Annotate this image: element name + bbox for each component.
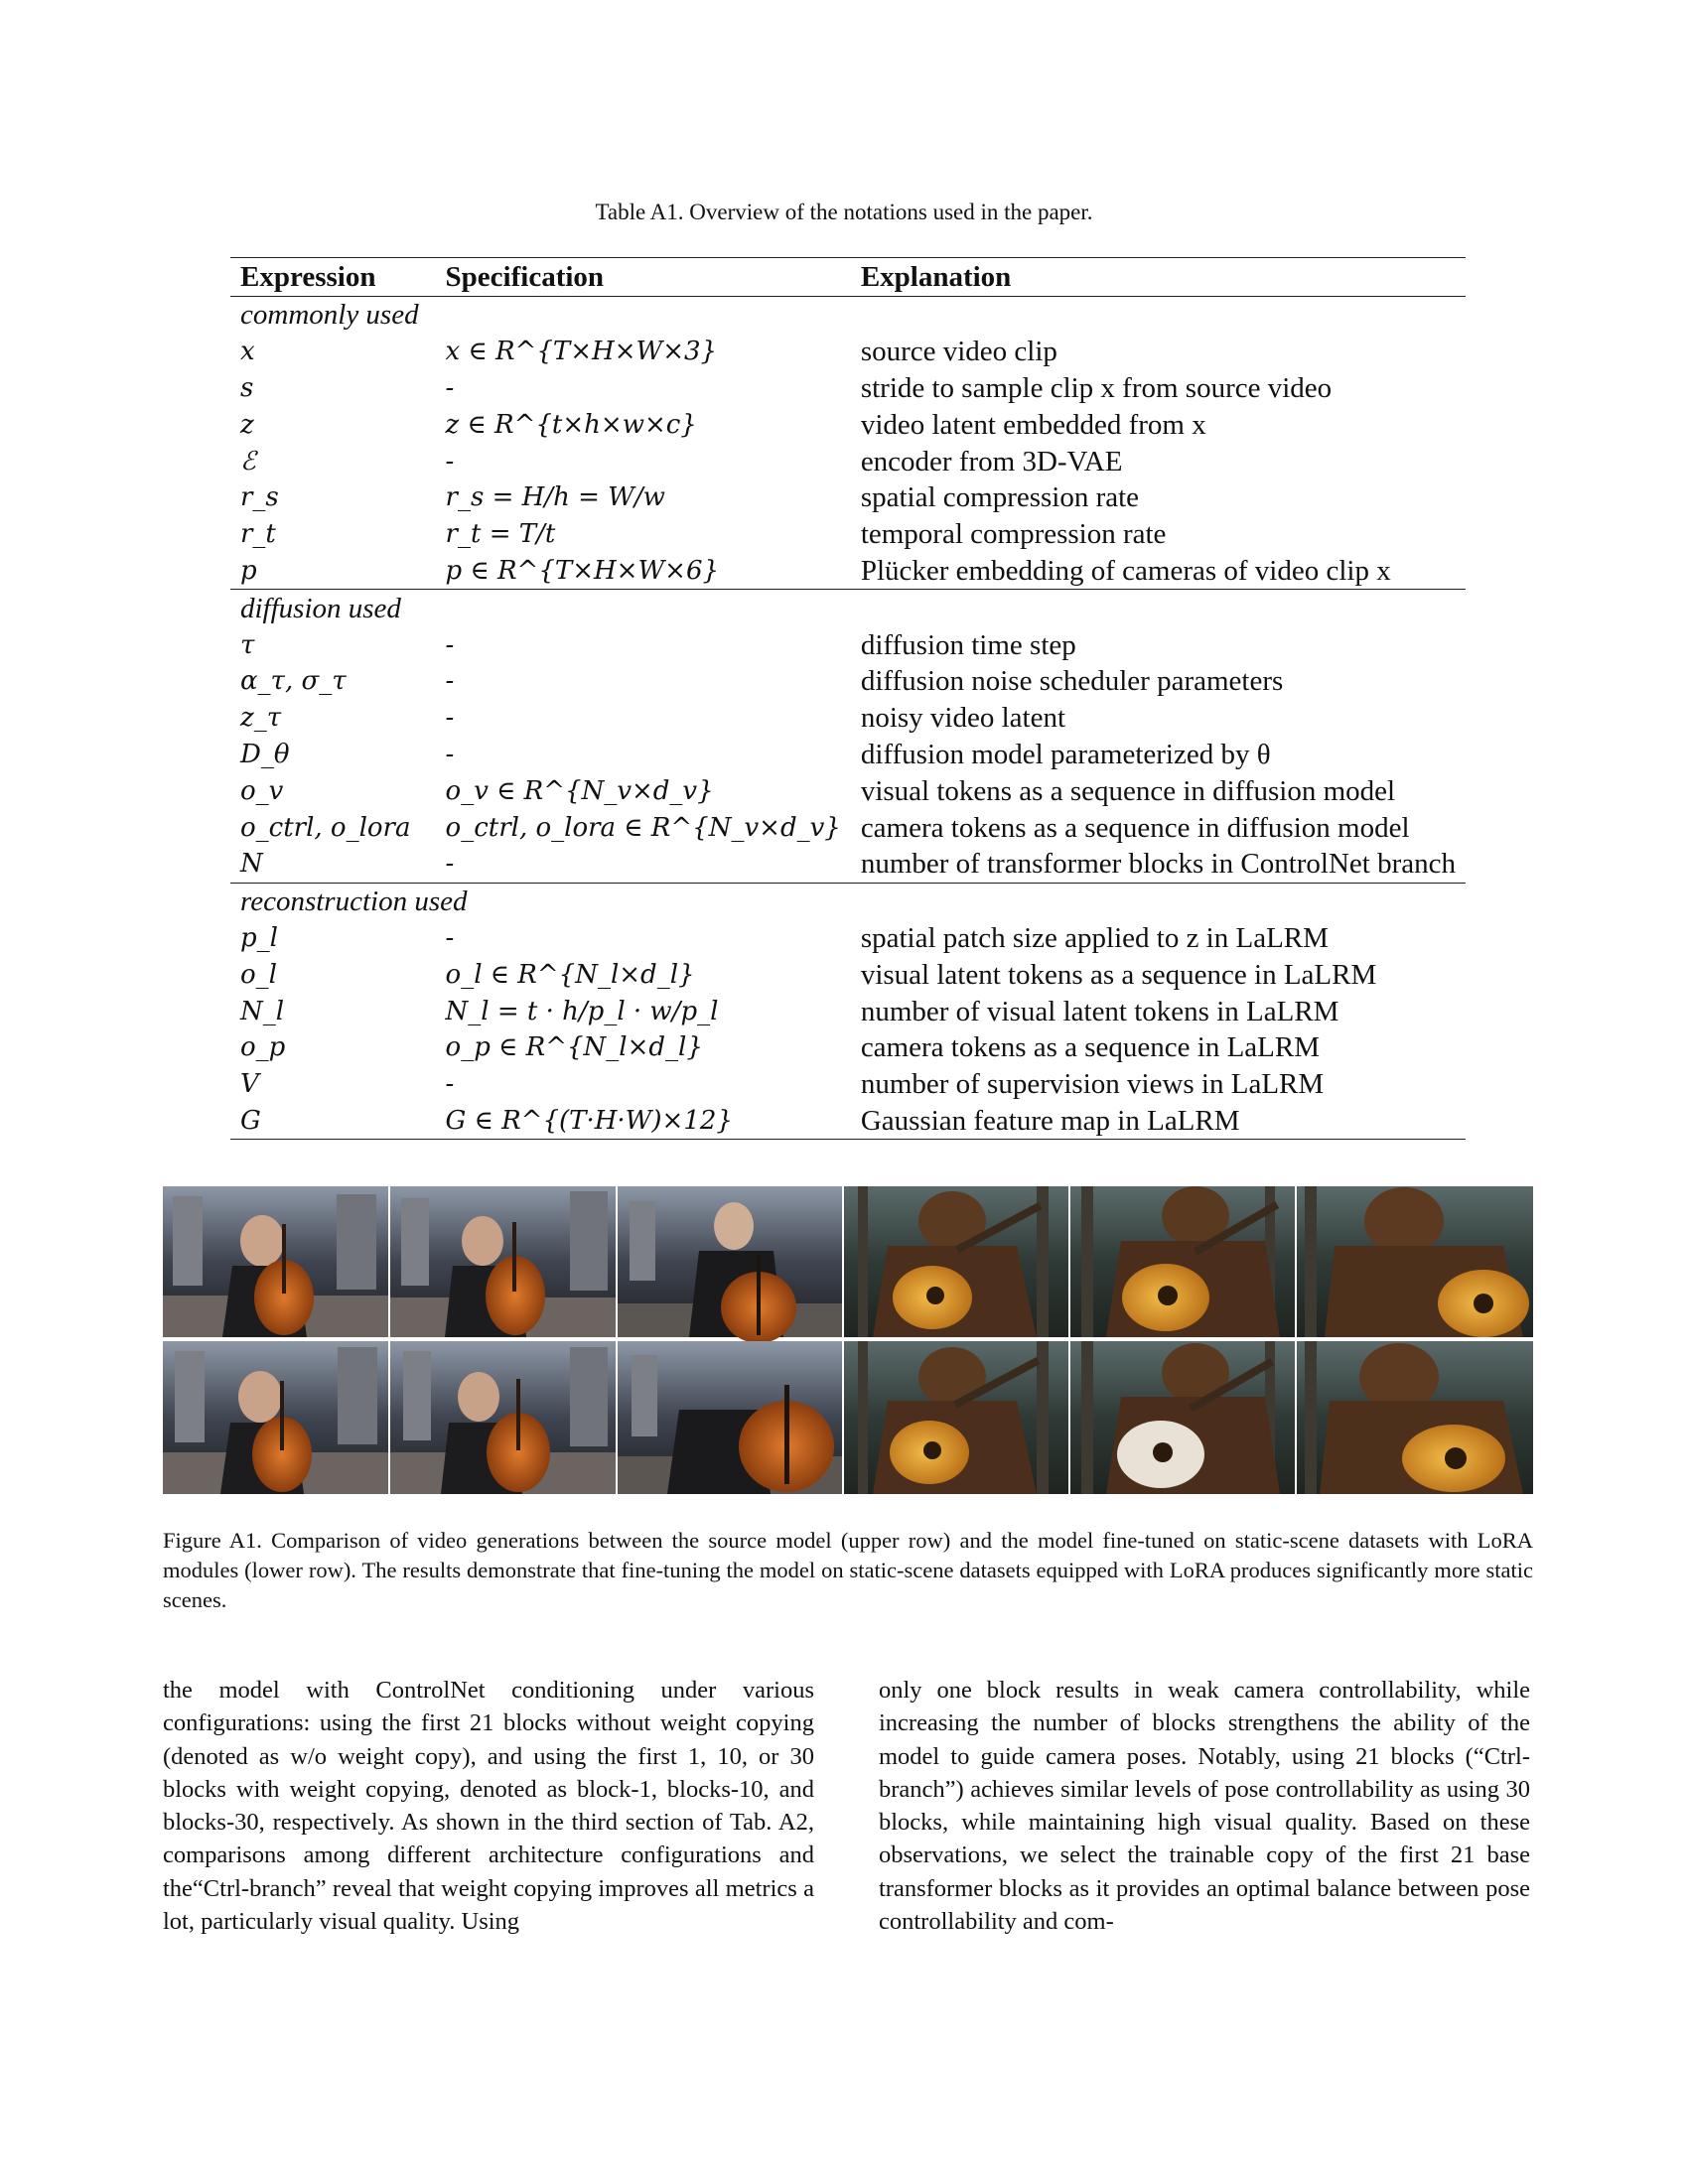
header-specification: Specification — [445, 261, 605, 293]
table-row — [230, 1029, 1466, 1066]
cell-expression: s — [240, 372, 254, 403]
cellist-frame-5 — [390, 1341, 616, 1494]
cellist-frame-3 — [618, 1186, 842, 1343]
cell-explanation: camera tokens as a sequence in diffusion model — [860, 811, 1410, 844]
cell-explanation: number of supervision views in LaLRM — [860, 1068, 1325, 1101]
cell-specification: - — [445, 1069, 455, 1100]
table-row — [230, 993, 1466, 1029]
body-paragraph-left: the model with ControlNet conditioning under various configurations: using the first 21 blocks without weight copying (denoted as w/o weight copy), and using the first 1, 10, or 30 blocks with weight copying, denoted as block-1, blocks-10, and blocks-30, respectively. As shown in the third section of Tab. A2, comparisons among different architecture configurations and the“Ctrl-branch” reveal that weight copying improves all metrics a lot, particularly visual quality. Using — [163, 1677, 814, 1936]
cell-specification: x ∈ R^{T×H×W×3} — [445, 337, 718, 367]
cell-expression: o_p — [240, 1032, 286, 1063]
figure-a1-image-grid — [163, 1186, 1533, 1494]
table-body — [230, 297, 1466, 1140]
cell-specification: - — [445, 739, 455, 769]
cell-specification: z ∈ R^{t×h×w×c} — [445, 409, 697, 440]
table-row — [230, 772, 1466, 809]
cell-expression: x — [240, 337, 255, 367]
cell-explanation: Gaussian feature map in LaLRM — [860, 1104, 1240, 1137]
table-section-row — [230, 590, 1466, 626]
cell-explanation: video latent embedded from x — [860, 408, 1206, 441]
cell-explanation: Plücker embedding of cameras of video clip x — [860, 554, 1391, 587]
section-title: reconstruction used — [240, 886, 468, 918]
cell-expression: z_τ — [240, 703, 282, 734]
cell-explanation: temporal compression rate — [860, 518, 1167, 551]
table-row — [230, 920, 1466, 957]
cell-specification: o_v ∈ R^{N_v×d_v} — [445, 775, 714, 806]
cell-expression: D_θ — [240, 739, 290, 769]
cell-explanation: camera tokens as a sequence in LaLRM — [860, 1031, 1321, 1064]
cell-specification: - — [445, 849, 455, 880]
table-row — [230, 956, 1466, 993]
cell-specification: - — [445, 629, 455, 660]
cellist-frame-6 — [618, 1341, 842, 1494]
header-explanation: Explanation — [860, 261, 1012, 293]
cell-specification: N_l = t · h/p_l · w/p_l — [445, 996, 719, 1026]
cell-specification: - — [445, 372, 455, 403]
bear-frame-1 — [844, 1186, 1068, 1337]
table-row — [230, 846, 1466, 883]
cell-specification: r_t = T/t — [445, 519, 556, 550]
body-column-left — [163, 1674, 814, 1938]
cell-explanation: visual tokens as a sequence in diffusion model — [860, 774, 1396, 807]
section-title: commonly used — [240, 299, 419, 332]
cell-specification: p ∈ R^{T×H×W×6} — [445, 555, 720, 586]
header-expression: Expression — [240, 261, 376, 293]
table-row — [230, 479, 1466, 516]
cell-explanation: encoder from 3D-VAE — [860, 445, 1123, 478]
cell-expression: o_l — [240, 959, 277, 990]
bear-frame-4 — [844, 1341, 1068, 1494]
table-row — [230, 626, 1466, 663]
cell-expression: p — [240, 555, 257, 586]
cell-explanation: visual latent tokens as a sequence in LaLRM — [860, 958, 1377, 991]
cell-specification: G ∈ R^{(T·H·W)×12} — [445, 1105, 733, 1136]
bear-frame-6 — [1297, 1341, 1533, 1494]
table-row — [230, 737, 1466, 773]
table-row — [230, 516, 1466, 553]
cell-explanation: diffusion time step — [860, 628, 1076, 661]
table-row — [230, 1103, 1466, 1140]
cellist-frame-1 — [163, 1186, 388, 1337]
cell-specification: - — [445, 922, 455, 953]
cell-specification: o_ctrl, o_lora ∈ R^{N_v×d_v} — [445, 812, 841, 843]
cell-expression: r_s — [240, 482, 279, 513]
cell-expression: N_l — [240, 996, 285, 1026]
bear-frame-2 — [1070, 1186, 1295, 1337]
cell-specification: r_s = H/h = W/w — [445, 482, 665, 513]
cell-explanation: source video clip — [860, 336, 1057, 368]
bear-frame-3 — [1297, 1186, 1533, 1337]
cell-explanation: diffusion model parameterized by θ — [860, 738, 1271, 770]
cell-expression: V — [240, 1069, 259, 1100]
cell-expression: z — [240, 409, 254, 440]
cell-specification: - — [445, 446, 455, 477]
cell-expression: r_t — [240, 519, 276, 550]
cell-expression: G — [240, 1105, 261, 1136]
cellist-frame-4 — [163, 1341, 388, 1494]
section-title: diffusion used — [240, 592, 401, 624]
cell-explanation: stride to sample clip x from source video — [860, 371, 1333, 404]
table-row — [230, 700, 1466, 737]
table-row — [230, 443, 1466, 479]
cell-explanation: spatial patch size applied to z in LaLRM — [860, 921, 1329, 954]
cell-explanation: spatial compression rate — [860, 481, 1140, 514]
table-header-row — [230, 258, 1466, 297]
cell-expression: α_τ, σ_τ — [240, 666, 347, 697]
table-row — [230, 553, 1466, 590]
table-section-row — [230, 883, 1466, 919]
cell-specification: o_l ∈ R^{N_l×d_l} — [445, 959, 695, 990]
cell-specification: - — [445, 703, 455, 734]
cell-expression: N — [240, 849, 263, 880]
cell-specification: o_p ∈ R^{N_l×d_l} — [445, 1032, 703, 1063]
table-row — [230, 370, 1466, 407]
cell-explanation: diffusion noise scheduler parameters — [860, 665, 1284, 698]
table-row — [230, 334, 1466, 370]
bear-frame-5 — [1070, 1341, 1295, 1494]
table-row — [230, 406, 1466, 443]
cell-explanation: number of transformer blocks in ControlNet branch — [860, 848, 1456, 881]
body-column-right — [879, 1674, 1530, 1938]
cellist-frame-2 — [390, 1186, 616, 1337]
table-row — [230, 1066, 1466, 1103]
table-caption: Table A1. Overview of the notations used in the paper. — [595, 200, 1093, 224]
cell-expression: τ — [240, 629, 255, 660]
cell-expression: o_v — [240, 775, 284, 806]
cell-expression: ℰ — [240, 446, 256, 477]
table-section-row — [230, 297, 1466, 334]
figure-caption: Figure A1. Comparison of video generations between the source model (upper row) and the model fine-tuned on static-scene datasets with LoRA modules (lower row). The results demonstrate that fine-tuning the model on static-scene datasets equipped with LoRA produces significantly more static scenes. — [163, 1528, 1533, 1612]
cell-specification: - — [445, 666, 455, 697]
cell-expression: p_l — [240, 922, 278, 953]
body-paragraph-right: only one block results in weak camera controllability, while increasing the number of blocks strengthens the ability of the model to guide camera poses. Notably, using 21 blocks (“Ctrl-branch”) achieves similar levels of pose controllability as using 30 blocks, while maintaining high visual quality. Based on these observations, we select the trainable copy of the first 21 base transformer blocks as it provides an optimal balance between pose controllability and com- — [879, 1677, 1530, 1936]
cell-explanation: number of visual latent tokens in LaLRM — [860, 995, 1339, 1027]
table-row — [230, 663, 1466, 700]
notation-table — [230, 257, 1466, 1140]
cell-expression: o_ctrl, o_lora — [240, 812, 411, 843]
cell-explanation: noisy video latent — [860, 702, 1065, 735]
table-row — [230, 809, 1466, 846]
